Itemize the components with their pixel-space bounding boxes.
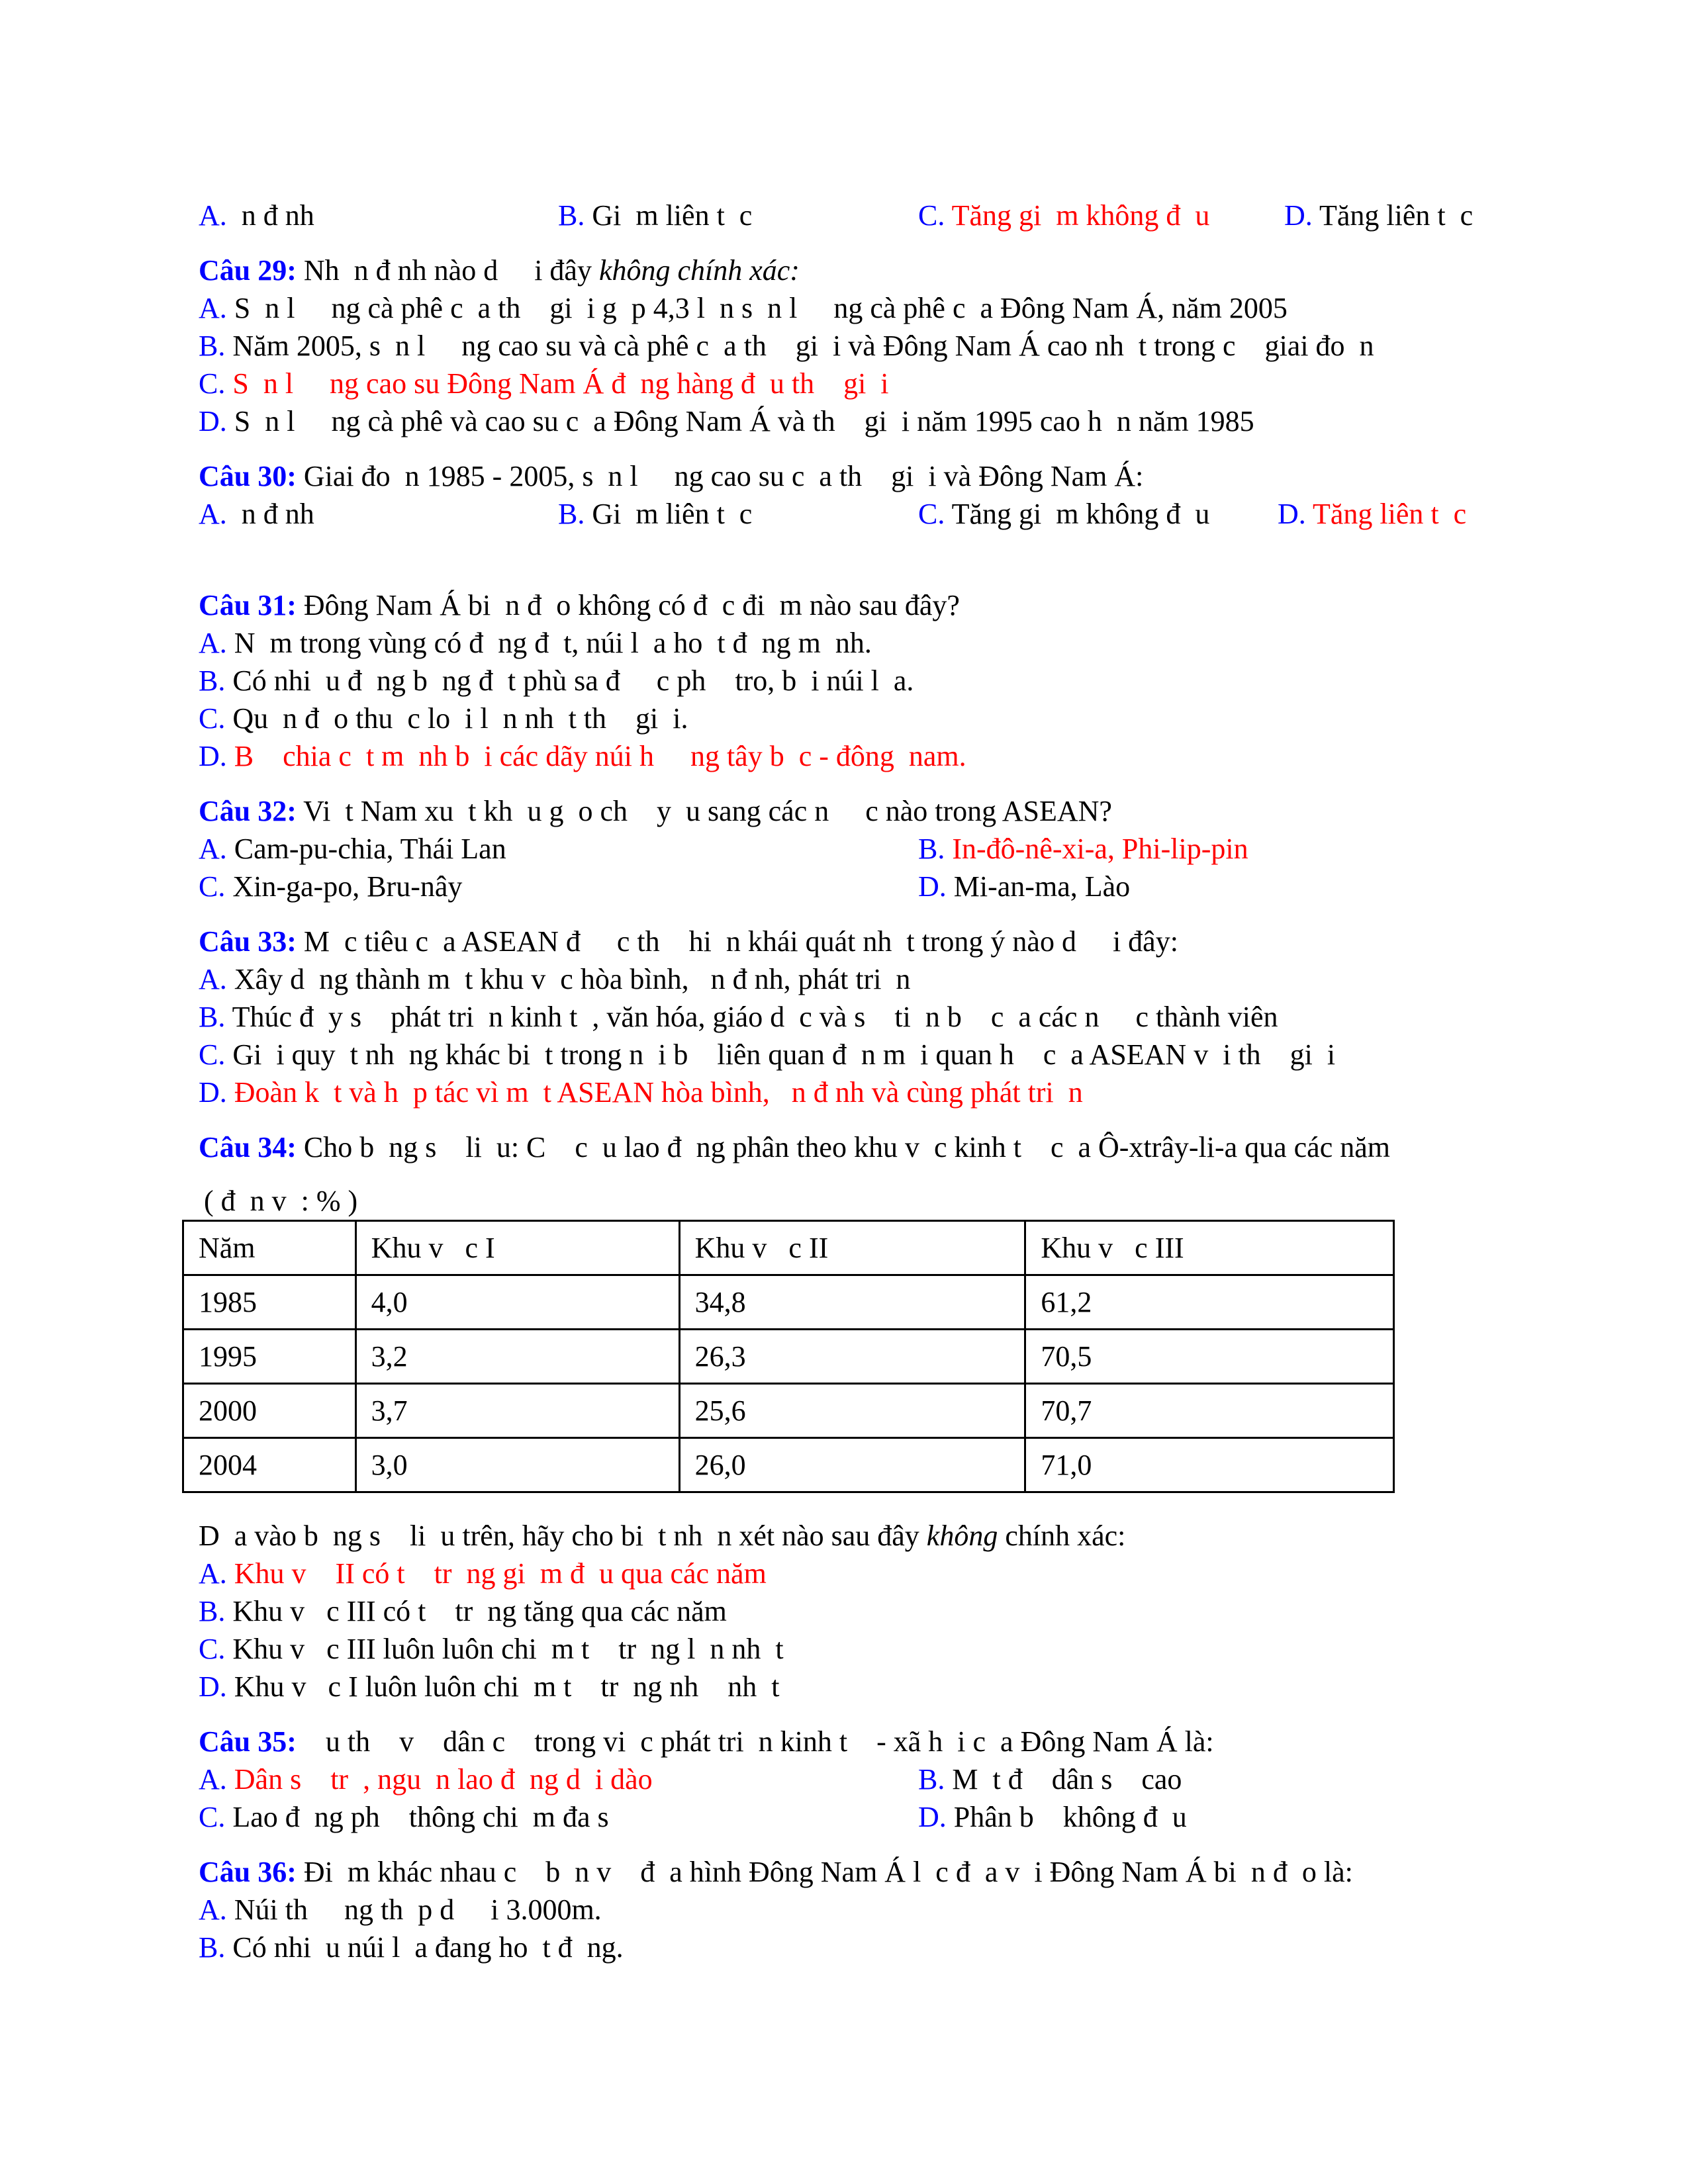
q34-prompt: D a vào b ng s li u trên, hãy cho bi t nh n xét nào sau đây không chính xác:	[199, 1520, 1126, 1552]
q36-option-b: B. Có nhi u núi l a đang ho t đ ng.	[199, 1931, 624, 1964]
q35-option-d: D. Phân b không đ u	[918, 1801, 1187, 1833]
q32-option-c: C. Xin-ga-po, Bru-nây	[199, 870, 463, 903]
table-cell: 4,0	[355, 1275, 679, 1330]
q29-question: Câu 29: Nh n đ nh nào d i đây không chính xác:	[199, 254, 800, 287]
q30-option-d: D. Tăng liên t c	[1278, 498, 1467, 530]
table-header-cell: Khu v c II	[679, 1221, 1025, 1275]
table-cell: 3,7	[355, 1384, 679, 1438]
q29-emphasis: không chính xác:	[598, 254, 800, 287]
table-cell: 71,0	[1025, 1438, 1394, 1492]
q35-question: Câu 35: u th v dân c trong vi c phát tri n kinh t - xã h i c a Đông Nam Á là:	[199, 1725, 1214, 1758]
q31-option-a: A. N m trong vùng có đ ng đ t, núi l a ho t đ ng m nh.	[199, 627, 872, 659]
q30-option-b: B. Gi m liên t c	[558, 498, 753, 530]
table-cell: 1985	[183, 1275, 356, 1330]
table-cell: 70,5	[1025, 1330, 1394, 1384]
table-cell: 26,0	[679, 1438, 1025, 1492]
table-header-cell: Năm	[183, 1221, 356, 1275]
q30-option-c: C. Tăng gi m không đ u	[918, 498, 1210, 530]
q28-option-d: D. Tăng liên t c	[1284, 199, 1474, 232]
table-header-cell: Khu v c III	[1025, 1221, 1394, 1275]
q35-option-b: B. M t đ dân s cao	[918, 1763, 1182, 1796]
q34-question: Câu 34: Cho b ng s li u: C c u lao đ ng phân theo khu v c kinh t c a Ô-xtrây-li-a qua các năm	[199, 1131, 1390, 1163]
q33-option-c: C. Gi i quy t nh ng khác bi t trong n i b liên quan đ n m i quan h c a ASEAN v i th gi i	[199, 1038, 1336, 1071]
q29-option-a: A. S n l ng cà phê c a th gi i g p 4,3 l n s n l ng cà phê c a Đông Nam Á, năm 2005	[199, 292, 1288, 324]
table-header-row	[183, 1221, 1394, 1275]
table-cell: 34,8	[679, 1275, 1025, 1330]
q34-emphasis: không	[926, 1520, 998, 1552]
q35-option-a: A. Dân s tr , ngu n lao đ ng d i dào	[199, 1763, 653, 1796]
table-header-cell: Khu v c I	[355, 1221, 679, 1275]
q31-option-d: D. B chia c t m nh b i các dãy núi h ng tây b c - đông nam.	[199, 740, 966, 772]
q33-question: Câu 33: M c tiêu c a ASEAN đ c th hi n khái quát nh t trong ý nào d i đây:	[199, 925, 1178, 958]
q34-option-c: C. Khu v c III luôn luôn chi m t tr ng l n nh t	[199, 1633, 784, 1665]
table-cell: 1995	[183, 1330, 356, 1384]
q29-option-d: D. S n l ng cà phê và cao su c a Đông Nam Á và th gi i năm 1995 cao h n năm 1985	[199, 405, 1254, 437]
table-cell: 70,7	[1025, 1384, 1394, 1438]
q32-option-a: A. Cam-pu-chia, Thái Lan	[199, 833, 506, 865]
q32-question: Câu 32: Vi t Nam xu t kh u g o ch y u sang các n c nào trong ASEAN?	[199, 795, 1112, 827]
table-cell: 3,0	[355, 1438, 679, 1492]
table-row	[183, 1438, 1394, 1492]
q34-option-b: B. Khu v c III có t tr ng tăng qua các năm	[199, 1595, 727, 1627]
q35-option-c: C. Lao đ ng ph thông chi m đa s	[199, 1801, 624, 1833]
q28-option-c: C. Tăng gi m không đ u	[918, 199, 1210, 232]
table-cell: 2000	[183, 1384, 356, 1438]
table-cell: 25,6	[679, 1384, 1025, 1438]
q32-option-d: D. Mi-an-ma, Lào	[918, 870, 1131, 903]
q33-option-b: B. Thúc đ y s phát tri n kinh t , văn hóa, giáo d c và s ti n b c a các n c thành viên	[199, 1001, 1278, 1033]
q36-option-a: A. Núi th ng th p d i 3.000m.	[199, 1893, 602, 1926]
table-cell: 3,2	[355, 1330, 679, 1384]
q34-option-a: A. Khu v II có t tr ng gi m đ u qua các năm	[199, 1557, 767, 1590]
table-cell: 26,3	[679, 1330, 1025, 1384]
table-cell: 61,2	[1025, 1275, 1394, 1330]
q31-option-b: B. Có nhi u đ ng b ng đ t phù sa đ c ph tro, b i núi l a.	[199, 664, 914, 697]
q31-option-c: C. Qu n đ o thu c lo i l n nh t th gi i.	[199, 702, 688, 735]
q34-unit: ( đ n v : % )	[204, 1185, 358, 1217]
table-row	[183, 1330, 1394, 1384]
q31-question: Câu 31: Đông Nam Á bi n đ o không có đ c đi m nào sau đây?	[199, 589, 960, 621]
q33-option-a: A. Xây d ng thành m t khu v c hòa bình, n đ nh, phát tri n	[199, 963, 911, 995]
q30-question: Câu 30: Giai đo n 1985 - 2005, s n l ng cao su c a th gi i và Đông Nam Á:	[199, 460, 1144, 492]
q36-question: Câu 36: Đi m khác nhau c b n v đ a hình Đông Nam Á l c đ a v i Đông Nam Á bi n đ o là:	[199, 1856, 1353, 1888]
q30-option-a: A. n đ nh	[199, 498, 314, 530]
table-row	[183, 1384, 1394, 1438]
q32-option-b: B. In-đô-nê-xi-a, Phi-lip-pin	[918, 833, 1248, 865]
q29-option-c: C. S n l ng cao su Đông Nam Á đ ng hàng đ u th gi i	[199, 367, 889, 400]
q33-option-d: D. Đoàn k t và h p tác vì m t ASEAN hòa bình, n đ nh và cùng phát tri n	[199, 1076, 1083, 1109]
q34-option-d: D. Khu v c I luôn luôn chi m t tr ng nh nh t	[199, 1670, 780, 1703]
table-cell: 2004	[183, 1438, 356, 1492]
table-row	[183, 1275, 1394, 1330]
q29-option-b: B. Năm 2005, s n l ng cao su và cà phê c a th gi i và Đông Nam Á cao nh t trong c giai đo n	[199, 330, 1374, 362]
q28-option-b: B. Gi m liên t c	[558, 199, 753, 232]
labor-structure-table	[182, 1220, 1395, 1493]
q28-option-a: A. n đ nh	[199, 199, 314, 232]
